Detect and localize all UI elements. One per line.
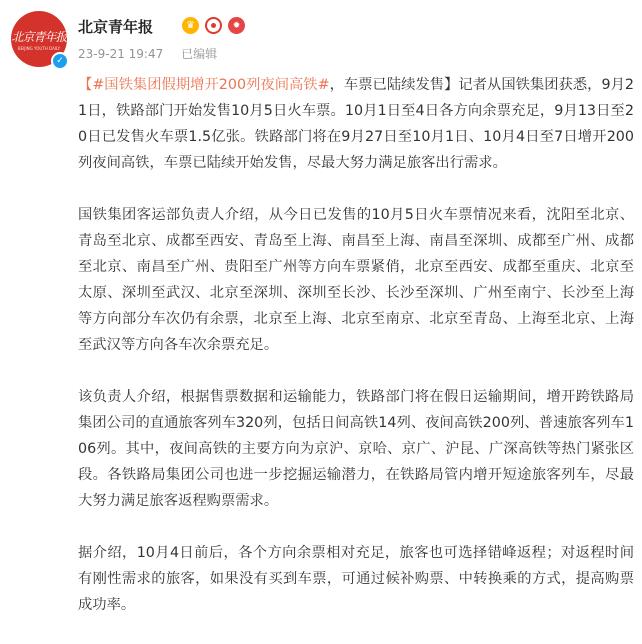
target-icon[interactable] <box>205 17 222 34</box>
avatar-logo-text: 北京青年报 <box>11 29 67 44</box>
crown-icon[interactable]: ♛ <box>182 17 199 34</box>
topic-bracket: 【 <box>78 77 93 93</box>
edited-label[interactable]: 已编辑 <box>181 47 218 61</box>
verified-icon: ✓ <box>51 52 69 70</box>
post-meta <box>78 45 217 62</box>
author-badges <box>182 17 245 34</box>
topic-link[interactable]: #国铁集团假期增开200列夜间高铁# <box>92 77 330 93</box>
post-content <box>78 72 634 644</box>
post-paragraph-4: 据介绍，10月4日前后，各个方向余票相对充足，旅客也可选择错峰返程；对返程时间有刚性需求的旅客，如果没有买到车票，可通过候补购票、中转换乘的方式，提高购票成功率。 <box>78 545 634 613</box>
post-paragraph-3: 该负责人介绍，根据售票数据和运输能力，铁路部门将在假日运输期间，增开跨铁路局集团公司的直通旅客列车320列，包括日间高铁14列、夜间高铁200列、普速旅客列车106列。其中，夜间高铁的主要方向为京沪、京哈、京广、沪昆、广深高铁等热门紧张区段。各铁路局集团公司也进一步挖掘运输潜力，在铁路局管内增开短途旅客列车，尽最大努力满足旅客返程购票需求。 <box>78 389 634 509</box>
author-name[interactable]: 北京青年报 <box>78 18 154 36</box>
avatar-logo-subtext: BEIJING YOUTH DAILY <box>17 45 61 51</box>
post-paragraph-2: 国铁集团客运部负责人介绍，从今日已发售的10月5日火车票情况来看，沈阳至北京、青岛至北京、成都至西安、青岛至上海、南昌至上海、南昌至深圳、成都至广州、成都至北京、南昌至广州、贵阳至广州等方向车票紧俏，北京至西安、成都至重庆、北京至太原、深圳至武汉、北京至深圳、深圳至长沙、长沙至深圳、广州至南宁、长沙至上海等方向部分车次仍有余票，北京至上海、北京至南京、北京至青岛、上海至北京、上海至武汉等方向各车次余票充足。 <box>78 207 634 353</box>
paragraph-text: ，车票已陆续发售】记者从国铁集团获悉，9月21日，铁路部门开始发售10月5日火车票。10月1日至4日各方向余票充足，9月13日至20日已发售火车票1.5亿张。铁路部门将在9月27日至10月1日、10月4日至7日增开200列夜间高铁，车票已陆续开始发售，尽最大努力满足旅客出行需求。 <box>78 77 634 171</box>
post-time[interactable]: 23-9-21 19:47 <box>78 47 164 61</box>
fire-icon[interactable]: ✹ <box>228 17 245 34</box>
post-paragraph-1 <box>78 72 634 176</box>
